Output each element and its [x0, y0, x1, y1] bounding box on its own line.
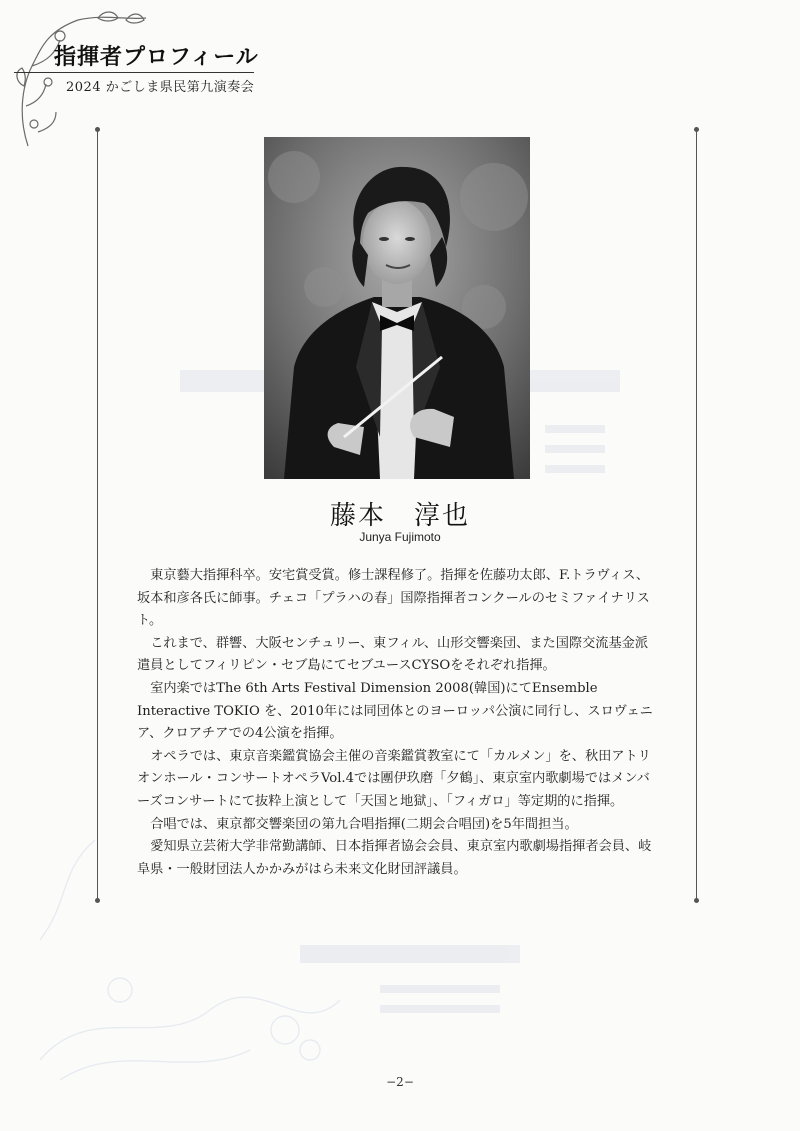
- bio-paragraph: これまで、群響、大阪センチュリー、東フィル、山形交響楽団、また国際交流基金派遣員としてフィリピン・セブ島にてセブユースCYSOをそれぞれ指揮。: [137, 635, 649, 674]
- bio-paragraph: 室内楽ではThe 6th Arts Festival Dimension 2008(韓国)にてEnsemble Interactive TOKIO を、2010年には同団体とのヨーロッパ公演に同行し、スロヴェニア、クロアチアでの4公演を指揮。: [137, 680, 653, 742]
- conductor-portrait: [264, 137, 530, 479]
- bio-paragraph: オペラでは、東京音楽鑑賞協会主催の音楽鑑賞教室にて「カルメン」を、秋田アトリオンホール・コンサートオペラVol.4では團伊玖磨「夕鶴」、東京室内歌劇場ではメンバーズコンサートにて抜粋上演として「天国と地獄」、「フィガロ」等定期的に指揮。: [137, 748, 651, 809]
- conductor-name-english: Junya Fujimoto: [359, 530, 441, 544]
- conductor-name-japanese: 藤本 淳也: [329, 501, 470, 531]
- conductor-biography: [137, 565, 657, 881]
- bio-paragraph: 合唱では、東京都交響楽団の第九合唱指揮(二期会合唱団)を5年間担当。: [150, 816, 578, 832]
- left-rule-cap-top: [95, 127, 100, 132]
- concert-subtitle: 2024 かごしま県民第九演奏会: [66, 80, 255, 95]
- page-number: −2−: [386, 1075, 414, 1089]
- page-title: 指揮者プロフィール: [54, 44, 259, 70]
- right-rule-cap-top: [694, 127, 699, 132]
- title-divider: [14, 72, 254, 73]
- left-rule-cap-bottom: [95, 898, 100, 903]
- right-rule-cap-bottom: [694, 898, 699, 903]
- bio-paragraph: 愛知県立芸術大学非常勤講師、日本指揮者協会会員、東京室内歌劇場指揮者会員、岐阜県・一般財団法人かかみがはら未来文化財団評議員。: [137, 839, 652, 877]
- bio-paragraph: 東京藝大指揮科卒。安宅賞受賞。修士課程修了。指揮を佐藤功太郎、F.トラヴィス、坂本和彦各氏に師事。チェコ「プラハの春」国際指揮者コンクールのセミファイナリスト。: [137, 568, 650, 629]
